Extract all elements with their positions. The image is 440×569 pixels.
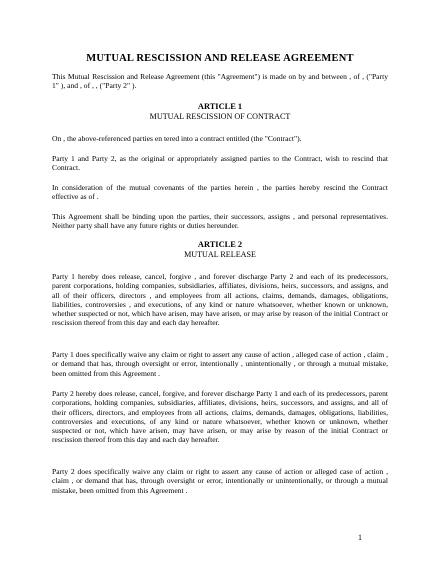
article-1-paragraph-2 [52, 154, 388, 173]
article-2-paragraph-1 [52, 272, 388, 328]
article-2-heading [0, 240, 440, 260]
article-1-paragraph-4 [52, 212, 388, 231]
paragraph-text: Party 2 does specifically waive any claim or right to assert any cause of action or alleged case of action , claim , or demand that has, through oversight or error, intentionally or unintentionally, or through a mutual mistake, been omitted from this Agreement . [52, 467, 388, 495]
article-1-number: ARTICLE 1 [197, 102, 243, 111]
article-2-paragraph-4 [52, 467, 388, 495]
paragraph-text: In consideration of the mutual covenants of the parties herein , the parties hereby rescind the Contract effective as of . [52, 183, 388, 202]
article-2-paragraph-2 [52, 350, 388, 378]
article-1-subtitle: MUTUAL RESCISSION OF CONTRACT [149, 112, 291, 121]
paragraph-text: Party 1 hereby does release, cancel, forgive , and forever discharge Party 2 and each of its predecessors, parent corporations, holding companies, subsidiaries, affiliates, divisions, heirs, successors, and assigns, and all of their officers, directors , and employees from all actions, claims, demands, damages, obligations, liabilities, controversies , and executions, of any kind or nature whatsoever, whether known or unknown, whether suspected or not, which have arisen, may have arisen, or may arise by reason of the initial Contract or rescission thereof from this day and each day hereafter. [52, 272, 388, 328]
intro-paragraph [52, 72, 388, 91]
intro-text: This Mutual Rescission and Release Agreement (this "Agreement") is made on by and between , of , ("Party 1" ), and , of , , ("Party 2" ). [52, 72, 388, 91]
page-number: 1 [358, 533, 362, 542]
document-title: MUTUAL RESCISSION AND RELEASE AGREEMENT [86, 53, 354, 64]
paragraph-text: On , the above-referenced parties en tered into a contract entitled (the "Contract"). [52, 134, 302, 143]
article-2-subtitle: MUTUAL RELEASE [184, 250, 256, 259]
article-2-number: ARTICLE 2 [197, 240, 243, 249]
paragraph-text: Party 2 hereby does release, cancel, forgive, and forever discharge Party 1 and each of its predecessors, parent corporations, holding companies, subsidiaries, affiliates, divisions, heirs, successors, and assigns, and all of their officers, directors, and employees from all actions, claims, demands, damages, obligations, liabilities, controversies and executions, of any kind or nature whatsoever, whether known or unknown, whether suspected or not, which have arisen, may have arisen, or may arise by reason of the initial Contract or rescission thereof from this day and each day hereafter. [52, 389, 388, 445]
paragraph-text: Party 1 does specifically waive any claim or right to assert any cause of action , alleged case of action , claim , or demand that has, through oversight or error, intentionally , unintentionally , or through a mutual mistake, been omitted from this Agreement . [52, 350, 388, 378]
article-1-paragraph-3 [52, 183, 388, 202]
article-1-paragraph-1 [52, 134, 388, 143]
article-1-heading [0, 102, 440, 122]
paragraph-text: Party 1 and Party 2, as the original or appropriately assigned parties to the Contract, wish to rescind that Contract. [52, 154, 388, 173]
paragraph-text: This Agreement shall be binding upon the parties, their successors, assigns , and personal representatives. Neither party shall have any future rights or duties hereunder. [52, 212, 388, 231]
article-2-paragraph-3 [52, 389, 388, 445]
